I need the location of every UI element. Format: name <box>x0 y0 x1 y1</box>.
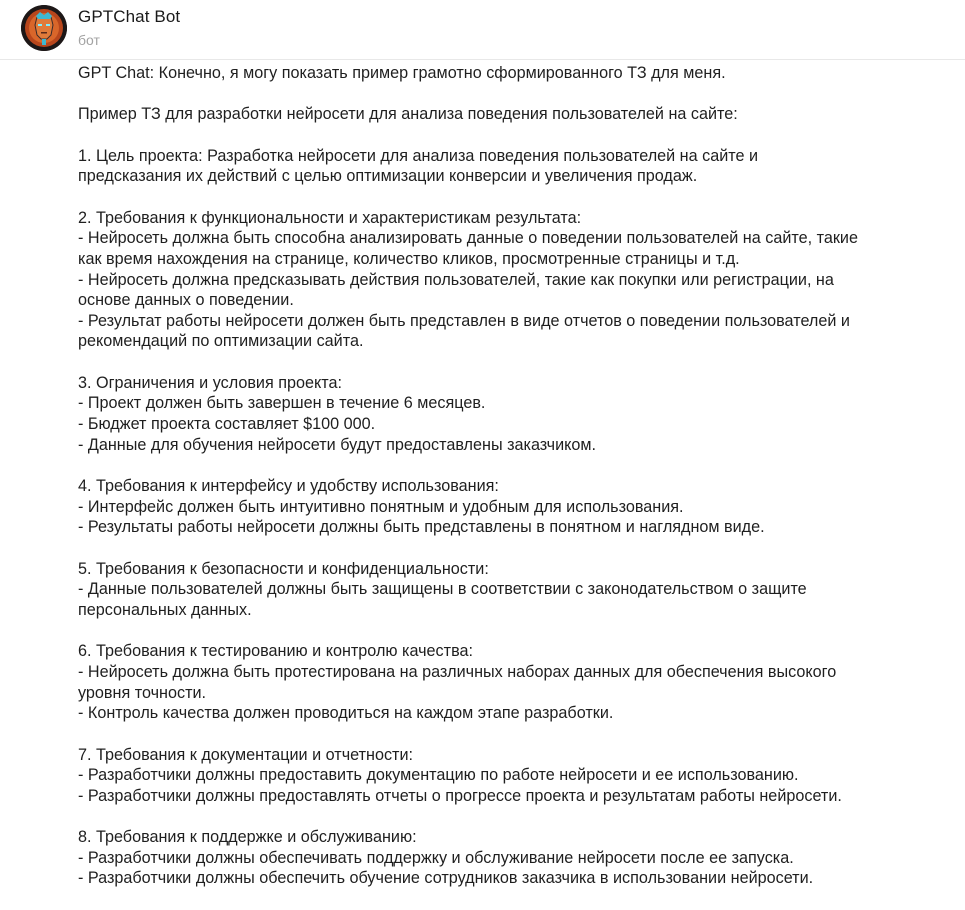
message-paragraph <box>78 146 958 187</box>
message-line: 5. Требования к безопасности и конфиденциальности: <box>78 559 489 578</box>
message-line: - Проект должен быть завершен в течение 6 месяцев. <box>78 394 486 413</box>
message-line: - Разработчики должны обеспечивать поддержку и обслуживание нейросети после ее запуска. <box>78 848 794 867</box>
message-line: 6. Требования к тестированию и контролю качества: <box>78 642 473 661</box>
message-line: 7. Требования к документации и отчетности: <box>78 745 414 764</box>
message-line: - Результат работы нейросети должен быть представлен в виде отчетов о поведении пользователей и <box>78 311 850 330</box>
message-line: - Данные пользователей должны быть защищены в соответствии с законодательством о защите <box>78 580 807 599</box>
message-line: - Результаты работы нейросети должны быть представлены в понятном и наглядном виде. <box>78 518 765 537</box>
bot-name[interactable]: GPTChat Bot <box>78 7 181 26</box>
message-line: - Нейросеть должна быть протестирована на различных наборах данных для обеспечения высокого <box>78 662 837 681</box>
message-line: 4. Требования к интерфейсу и удобству использования: <box>78 477 499 496</box>
message-line: - Нейросеть должна предсказывать действия пользователей, такие как покупки или регистрации, на <box>78 270 834 289</box>
message-line: GPT Chat: Конечно, я могу показать пример грамотно сформированного ТЗ для меня. <box>78 64 726 82</box>
message-line: - Данные для обучения нейросети будут предоставлены заказчиком. <box>78 435 597 454</box>
message-paragraph <box>78 559 958 621</box>
message-line: - Разработчики должны обеспечить обучение сотрудников заказчика в использовании нейросети. <box>78 869 814 888</box>
message-line: рекомендаций по оптимизации сайта. <box>78 332 364 351</box>
message-paragraph <box>78 208 958 353</box>
message-line: предсказания их действий с целью оптимизации конверсии и увеличения продаж. <box>78 167 698 186</box>
message-body <box>78 63 958 910</box>
bot-subtitle: бот <box>78 32 100 48</box>
message-paragraph <box>78 641 958 724</box>
message-line: - Интерфейс должен быть интуитивно понятным и удобным для использования. <box>78 497 684 516</box>
message-paragraph <box>78 476 958 538</box>
message-line: Пример ТЗ для разработки нейросети для анализа поведения пользователей на сайте: <box>78 105 738 124</box>
message-line: 2. Требования к функциональности и характеристикам результата: <box>78 208 582 227</box>
chat-header <box>0 0 965 59</box>
robot-avatar-icon[interactable] <box>21 5 67 51</box>
message-paragraph <box>78 745 958 807</box>
message-paragraph <box>78 827 958 889</box>
message-line: основе данных о поведении. <box>78 291 294 310</box>
message-line: как время нахождения на странице, количество кликов, просмотренные страницы и т.д. <box>78 249 740 268</box>
message-line: персональных данных. <box>78 600 252 619</box>
message-line: - Нейросеть должна быть способна анализировать данные о поведении пользователей на сайте, такие <box>78 229 858 248</box>
message-paragraph <box>78 373 958 456</box>
message-line: 3. Ограничения и условия проекта: <box>78 373 343 392</box>
message-line: уровня точности. <box>78 683 207 702</box>
message-paragraph <box>78 63 958 84</box>
message-line: - Бюджет проекта составляет $100 000. <box>78 415 376 434</box>
message-line: 8. Требования к поддержке и обслуживанию: <box>78 828 417 847</box>
message-line: - Разработчики должны предоставлять отчеты о прогрессе проекта и результатам работы нейросети. <box>78 786 842 805</box>
message-line: - Контроль качества должен проводиться на каждом этапе разработки. <box>78 704 614 723</box>
message-paragraph <box>78 104 958 125</box>
message-line: - Разработчики должны предоставить документацию по работе нейросети и ее использованию. <box>78 766 799 785</box>
message-line: 1. Цель проекта: Разработка нейросети для анализа поведения пользователей на сайте и <box>78 146 759 165</box>
header-divider <box>0 59 965 60</box>
